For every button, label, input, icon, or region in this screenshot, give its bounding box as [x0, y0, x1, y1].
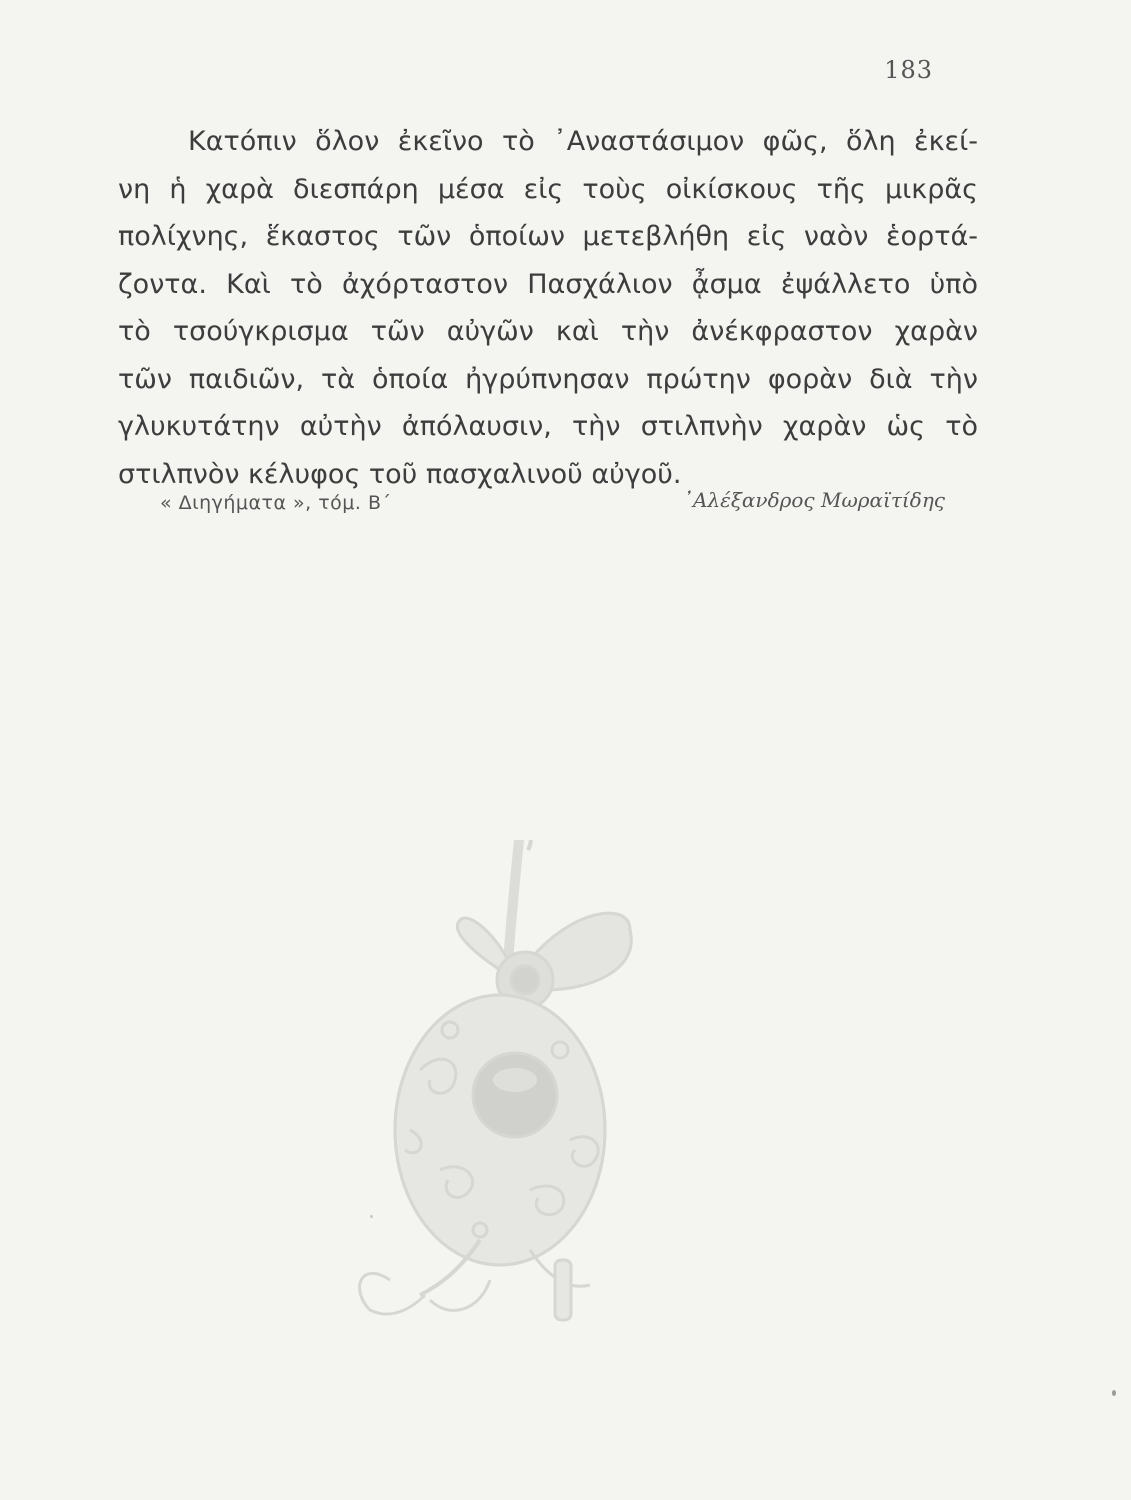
easter-egg-ornament-icon: [330, 840, 690, 1340]
paper-speck: [1112, 1390, 1116, 1396]
paragraph-line: τῶν παιδιῶν, τὰ ὁποία ἠγρύπνησαν πρώτην φορὰν διὰ τὴν: [118, 363, 978, 395]
main-paragraph: [118, 118, 978, 498]
paragraph-line: πολίχνης, ἕκαστος τῶν ὁποίων μετεβλήθη εἰς ναὸν ἑορτά-: [118, 221, 978, 252]
paragraph-line: νη ἡ χαρὰ διεσπάρη μέσα εἰς τοὺς οἰκίσκους τῆς μικρᾶς: [118, 173, 978, 205]
page-number: 183: [884, 56, 933, 84]
paragraph-line: ζοντα. Καὶ τὸ ἀχόρταστον Πασχάλιον ᾆσμα ἐψάλλετο ὑπὸ: [118, 268, 978, 300]
author-signature: ᾿Αλέξανδρος Μωραϊτίδης: [683, 488, 945, 512]
paper-speck: [370, 1215, 373, 1218]
paragraph-line: τὸ τσούγκρισμα τῶν αὐγῶν καὶ τὴν ἀνέκφραστον χαρὰν: [118, 316, 978, 347]
paragraph-line: Κατόπιν ὅλον ἐκεῖνο τὸ ᾿Αναστάσιμον φῶς, ὅλη ἐκεί-: [188, 126, 978, 157]
paragraph-line: στιλπνὸν κέλυφος τοῦ πασχαλινοῦ αὐγοῦ.: [118, 458, 682, 490]
source-citation: « Διηγήματα », τόμ. Β΄: [160, 492, 392, 514]
paragraph-line: γλυκυτάτην αὐτὴν ἀπόλαυσιν, τὴν στιλπνὴν χαρὰν ὡς τὸ: [118, 411, 978, 442]
